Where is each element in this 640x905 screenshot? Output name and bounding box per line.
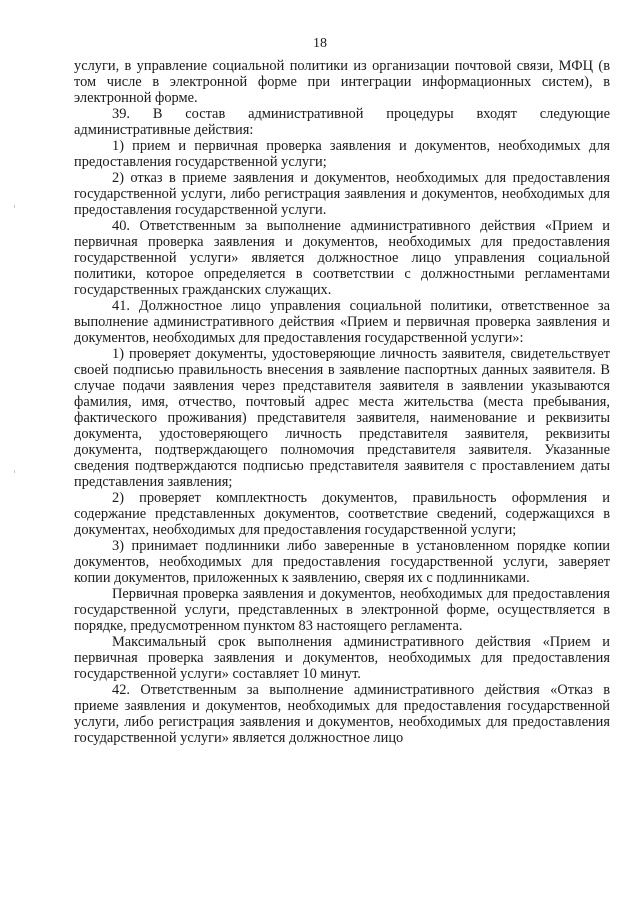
page-number: 18 [313, 36, 327, 51]
paragraph-max-time: Максимальный срок выполнения административного действия «Прием и первичная проверка заявления и документов, необходимых для предоставления государственной услуги» составляет 10 минут. [74, 634, 610, 682]
paragraph-continuation: услуги, в управление социальной политики из организации почтовой связи, МФЦ (в том числе в электронной форме при интеграции информационных систем), в электронной форме. [74, 58, 610, 106]
paragraph-39-item-2: 2) отказ в приеме заявления и документов, необходимых для предоставления государственной услуги, либо регистрация заявления и документов, необходимых для предоставления государственной услуги. [74, 170, 610, 218]
body-text [74, 58, 610, 746]
paragraph-primary-check: Первичная проверка заявления и документов, необходимых для предоставления государственной услуги, представленных в электронной форме, осуществляется в порядке, предусмотренном пунктом 83 настоящего регламента. [74, 586, 610, 634]
paragraph-41-item-3: 3) принимает подлинники либо заверенные в установленном порядке копии документов, необходимых для предоставления государственной услуги, заверяет копии документов, приложенных к заявлению, сверяя их с подлинниками. [74, 538, 610, 586]
paragraph-42: 42. Ответственным за выполнение административного действия «Отказ в приеме заявления и документов, необходимых для предоставления государственной услуги, либо регистрация заявления и документов, необходимых для предоставления государственной услуги» является должностное лицо [74, 682, 610, 746]
paragraph-41: 41. Должностное лицо управления социальной политики, ответственное за выполнение административного действия «Прием и первичная проверка заявления и документов, необходимых для предоставления государственной услуги»: [74, 298, 610, 346]
paragraph-40: 40. Ответственным за выполнение административного действия «Прием и первичная проверка заявления и документов, необходимых для предоставления государственной услуги» является должностное лицо управления социальной политики, которое определяется в соответствии с должностными регламентами государственных гражданских служащих. [74, 218, 610, 298]
paragraph-41-item-1: 1) проверяет документы, удостоверяющие личность заявителя, свидетельствует своей подписью правильность внесения в заявление паспортных данных заявителя. В случае подачи заявления через представителя заявителя в заявлении указываются фамилия, имя, отчество, почтовый адрес места жительства (места пребывания, фактического проживания) представителя заявителя, наименование и реквизиты документа, удостоверяющего личность представителя заявителя, реквизиты документа, подтверждающего полномочия представителя заявителя. Указанные сведения подтверждаются подписью представителя заявителя с проставлением даты представления заявления; [74, 346, 610, 490]
paragraph-39: 39. В состав административной процедуры входят следующие административные действия: [74, 106, 610, 138]
paragraph-41-item-2: 2) проверяет комплектность документов, правильность оформления и содержание представленных документов, соответствие сведений, содержащихся в документах, необходимых для предоставления государственной услуги; [74, 490, 610, 538]
scan-margin-mark [14, 470, 15, 473]
scan-margin-mark [14, 205, 15, 208]
paragraph-39-item-1: 1) прием и первичная проверка заявления и документов, необходимых для предоставления государственной услуги; [74, 138, 610, 170]
